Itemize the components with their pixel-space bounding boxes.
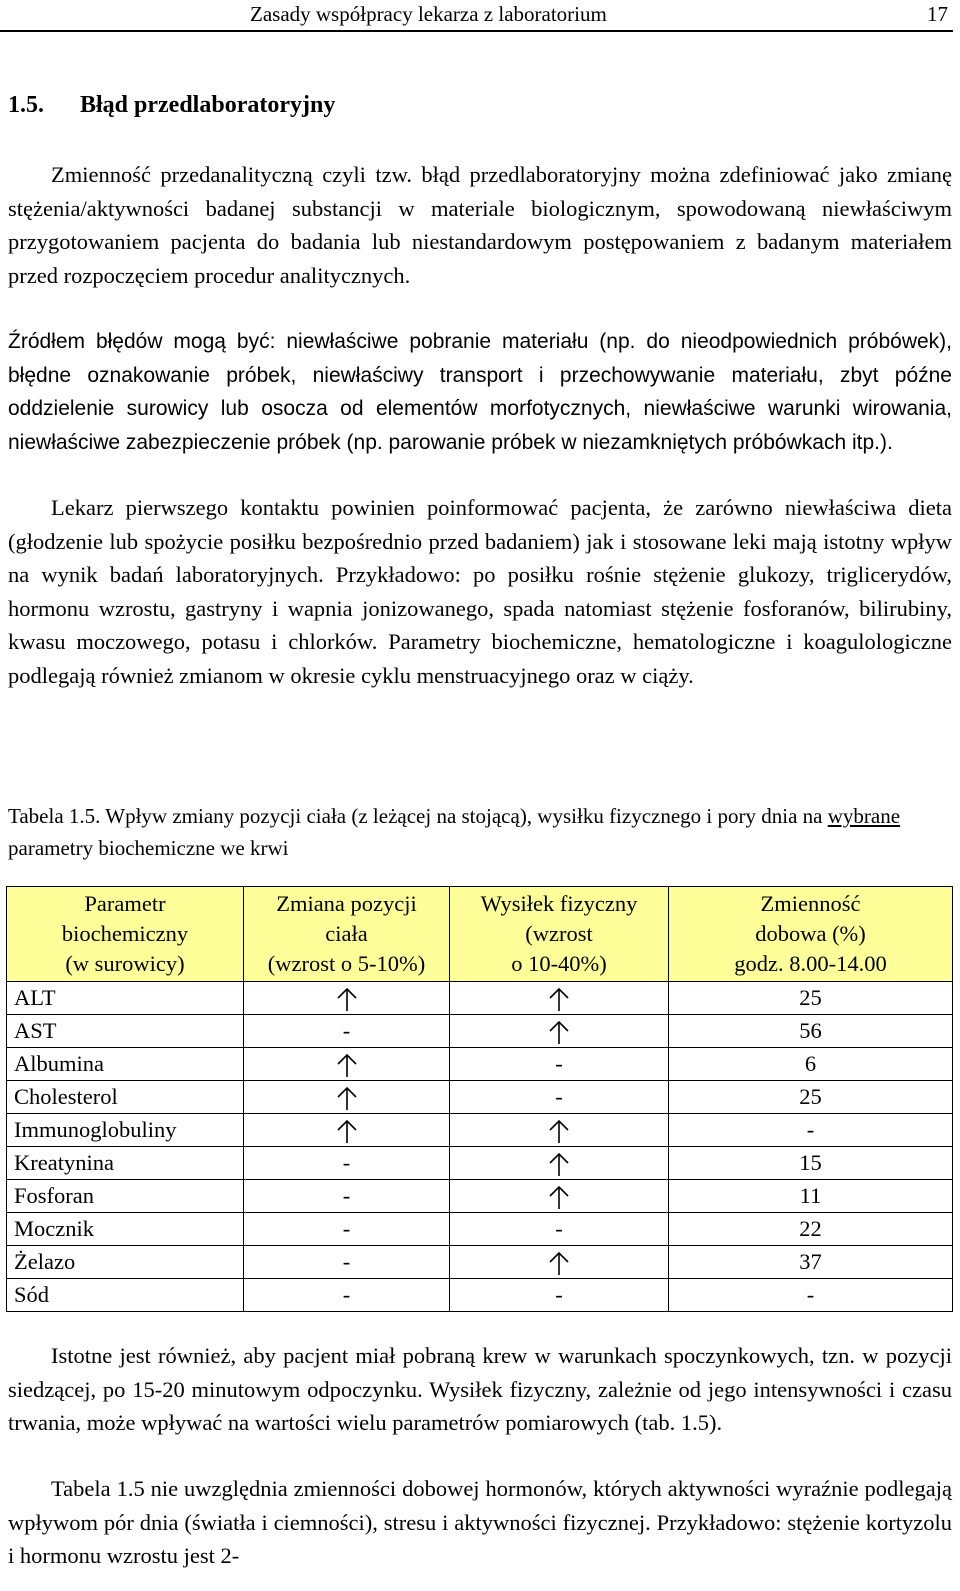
cell-parameter-name: Fosforan [7, 1180, 244, 1213]
cell-exercise-increase [450, 1246, 669, 1279]
cell-exercise-increase [450, 982, 669, 1015]
table-row [7, 1213, 953, 1246]
header-line: (w surowicy) [65, 951, 185, 976]
cell-position-increase [244, 1048, 450, 1081]
cell-daily-value: 56 [669, 1015, 953, 1048]
cell-position-value: - [244, 1180, 450, 1213]
header-line: dobowa (%) [755, 921, 866, 946]
section-title: Błąd przedlaboratoryjny [80, 92, 336, 118]
cell-parameter-name: Sód [7, 1279, 244, 1312]
running-header [0, 0, 953, 32]
up-arrow-icon [546, 1252, 572, 1276]
cell-exercise-value: - [450, 1279, 669, 1312]
header-exercise [450, 887, 669, 982]
cell-daily-value: - [669, 1279, 953, 1312]
table-header-row [7, 887, 953, 982]
table-caption-text-end: parametry biochemiczne we krwi [8, 836, 289, 860]
cell-exercise-value: - [450, 1048, 669, 1081]
table-row [7, 1081, 953, 1114]
cell-position-value: - [244, 1015, 450, 1048]
paragraph-definition: Zmienność przedanalityczną czyli tzw. błąd przedlaboratoryjny można zdefiniować jako zmianę stężenia/aktywności badanej substancji w materiale biologicznym, spowodowaną niewłaściwym przygotowaniem pacjenta do badania lub niestandardowym postępowaniem z badanym materiałem przed rozpoczęciem procedur analitycznych. [8, 162, 952, 288]
table-row [7, 1180, 953, 1213]
up-arrow-icon [334, 988, 360, 1012]
page-number: 17 [927, 2, 948, 26]
cell-parameter-name: AST [7, 1015, 244, 1048]
cell-position-value: - [244, 1147, 450, 1180]
table-row [7, 1114, 953, 1147]
cell-position-value: - [244, 1246, 450, 1279]
cell-position-increase [244, 1081, 450, 1114]
cell-parameter-name: Immunoglobuliny [7, 1114, 244, 1147]
cell-daily-value: 37 [669, 1246, 953, 1279]
cell-position-increase [244, 1114, 450, 1147]
cell-parameter-name: Kreatynina [7, 1147, 244, 1180]
header-line: godz. 8.00-14.00 [734, 951, 887, 976]
cell-exercise-increase [450, 1114, 669, 1147]
header-line: Zmiana pozycji [276, 891, 417, 916]
header-line: o 10-40%) [511, 951, 607, 976]
cell-exercise-value: - [450, 1213, 669, 1246]
table-row [7, 982, 953, 1015]
cell-exercise-value: - [450, 1081, 669, 1114]
table-row [7, 1246, 953, 1279]
cell-daily-value: 11 [669, 1180, 953, 1213]
cell-parameter-name: Żelazo [7, 1246, 244, 1279]
cell-exercise-increase [450, 1015, 669, 1048]
cell-parameter-name: Cholesterol [7, 1081, 244, 1114]
cell-daily-value: 15 [669, 1147, 953, 1180]
table-row [7, 1015, 953, 1048]
cell-exercise-increase [450, 1147, 669, 1180]
table-row [7, 1147, 953, 1180]
cell-daily-value: 25 [669, 982, 953, 1015]
up-arrow-icon [334, 1054, 360, 1078]
header-line: biochemiczny [61, 921, 189, 946]
table-caption [8, 800, 952, 864]
header-parameter [7, 887, 244, 982]
paragraph-error-sources: Źródłem błędów mogą być: niewłaściwe pobranie materiału (np. do nieodpowiednich próbówek), błędne oznakowanie próbek, niewłaściwy transport i przechowywanie materiału, zbyt późne oddzielenie surowicy lub osocza od elementów morfotycznych, niewłaściwe warunki wirowania, niewłaściwe zabezpieczenie próbek (np. parowanie próbek w niezamkniętych próbówkach itp.). [8, 330, 952, 454]
cell-position-value: - [244, 1279, 450, 1312]
table-body [7, 982, 953, 1312]
cell-daily-value: 22 [669, 1213, 953, 1246]
up-arrow-icon [546, 1186, 572, 1210]
header-line: ciała [325, 921, 368, 946]
parameters-table [6, 886, 953, 1312]
header-line: Wysiłek fizyczny [480, 891, 638, 916]
paragraph-daily-hormones: Tabela 1.5 nie uwzględnia zmienności dobowej hormonów, których aktywności wyraźnie podlegają wpływom pór dnia (światła i ciemności), stresu i aktywności fizycznej. Przykładowo: stężenie kortyzolu i hormonu wzrostu jest 2- [8, 1476, 952, 1568]
up-arrow-icon [546, 1120, 572, 1144]
cell-parameter-name: ALT [7, 982, 244, 1015]
header-line: Zmienność [760, 891, 861, 916]
cell-daily-value: 6 [669, 1048, 953, 1081]
table-row [7, 1048, 953, 1081]
cell-exercise-increase [450, 1180, 669, 1213]
header-daily-variation [669, 887, 953, 982]
cell-daily-value: - [669, 1114, 953, 1147]
up-arrow-icon [546, 988, 572, 1012]
table-caption-text: Tabela 1.5. Wpływ zmiany pozycji ciała (z leżącej na stojącą), wysiłku fizycznego i pory dnia na [8, 804, 828, 828]
header-line: Parametr [84, 891, 166, 916]
section-number: 1.5. [8, 92, 44, 118]
cell-daily-value: 25 [669, 1081, 953, 1114]
paragraph-diet-drugs: Lekarz pierwszego kontaktu powinien poinformować pacjenta, że zarówno niewłaściwa dieta (głodzenie lub spożycie posiłku bezpośrednio przed badaniem) jak i stosowane leki mają istotny wpływ na wynik badań laboratoryjnych. Przykładowo: po posiłku rośnie stężenie glukozy, triglicerydów, hormonu wzrostu, gastryny i wapnia jonizowanego, spada natomiast stężenie fosforanów, bilirubiny, kwasu moczowego, potasu i chlorków. Parametry biochemiczne, hematologiczne i koagulologiczne podlegają również zmianom w okresie cyklu menstruacyjnego oraz w ciąży. [8, 495, 952, 688]
up-arrow-icon [546, 1021, 572, 1045]
header-position-change [244, 887, 450, 982]
cell-parameter-name: Albumina [7, 1048, 244, 1081]
table-row [7, 1279, 953, 1312]
section-heading [8, 92, 335, 119]
up-arrow-icon [546, 1153, 572, 1177]
cell-position-increase [244, 982, 450, 1015]
up-arrow-icon [334, 1087, 360, 1111]
paragraph-rest-conditions: Istotne jest również, aby pacjent miał pobraną krew w warunkach spoczynkowych, tzn. w pozycji siedzącej, po 15-20 minutowym odpoczynku. Wysiłek fizyczny, zależnie od jego intensywności i czasu trwania, może wpływać na wartości wielu parametrów pomiarowych (tab. 1.5). [8, 1343, 952, 1435]
header-line: (wzrost [525, 921, 593, 946]
up-arrow-icon [334, 1120, 360, 1144]
header-line: (wzrost o 5-10%) [267, 951, 426, 976]
cell-position-value: - [244, 1213, 450, 1246]
table-caption-underlined: wybrane [827, 804, 901, 828]
cell-parameter-name: Mocznik [7, 1213, 244, 1246]
running-title: Zasady współpracy lekarza z laboratorium [250, 2, 607, 26]
